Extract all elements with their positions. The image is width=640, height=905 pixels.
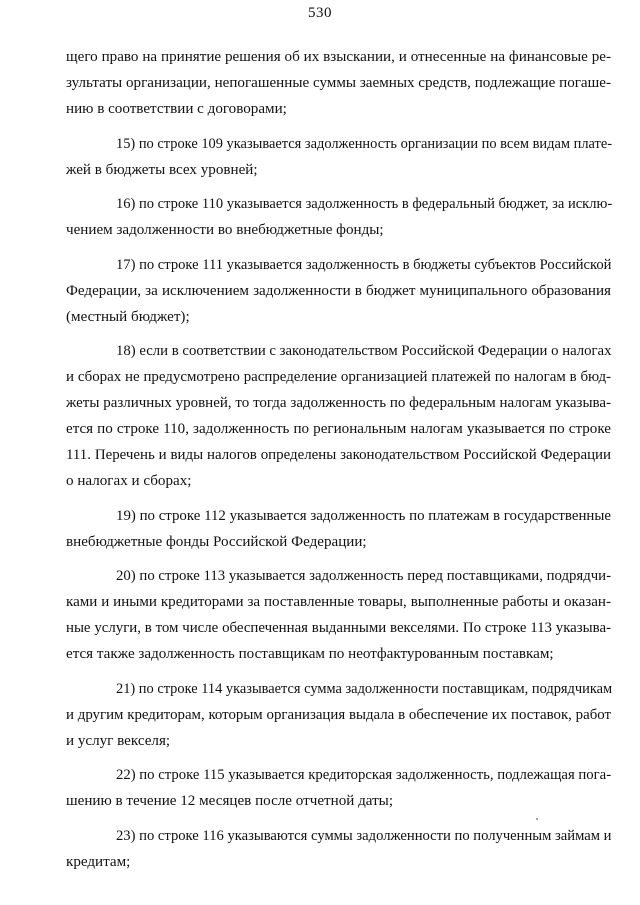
text-line: 15) по строке 109 указывается задолженность организации по всем видам плате- [116,135,613,152]
text-line: и сборах не предусмотрено распределение организацией платежей по налогам в бюд- [66,369,611,385]
document-body [66,44,611,883]
paragraph [66,338,611,494]
text-line: нию в соответствии с договорами; [66,101,287,117]
text-line: чением задолженности во внебюджетные фонды; [66,222,384,238]
text-line: кредитам; [66,853,131,870]
text-line: и другим кредиторам, которым организация выдала в обеспечение их поставок, работ [66,706,611,723]
text-line: ками и иными кредиторами за поставленные товары, выполненные работы и оказан- [66,594,611,610]
text-line: (местный бюджет); [66,308,190,325]
paragraph [66,131,611,183]
paragraph [66,563,611,667]
text-line: 20) по строке 113 указывается задолженность перед поставщиками, подрядчи- [116,568,611,584]
text-line: Федерации, за исключением задолженности в бюджет муниципального образования [66,282,611,299]
scan-speck [536,818,538,820]
paragraph [66,676,611,754]
paragraph [66,252,611,330]
text-line: ные услуги, в том числе обеспеченная выданными векселями. По строке 113 указыва- [66,620,611,636]
text-line: ется по строке 110, задолженность по региональным налогам указывается по строке [66,421,611,437]
text-line: зультаты организации, непогашенные суммы заемных средств, подлежащие погаше- [66,75,611,91]
text-line: 17) по строке 111 указывается задолженность в бюджеты субъектов Российской [116,256,612,273]
paragraph [66,503,611,555]
text-line: внебюджетные фонды Российской Федерации; [66,533,367,550]
text-line: 19) по строке 112 указывается задолженность по платежам в государственные [116,507,611,524]
page-number: 530 [308,5,332,21]
paragraph [66,191,611,243]
text-line: жеты различных уровней, то тогда задолженность по федеральным налогам указыва- [66,395,611,411]
text-line: щего право на принятие решения об их взыскании, и отнесенные на финансовые ре- [66,49,611,65]
text-line: 111. Перечень и виды налогов определены законодательством Российской Федерации [66,447,611,463]
text-line: 18) если в соответствии с законодательством Российской Федерации о налогах [116,343,612,359]
paragraph [66,762,611,814]
text-line: 21) по строке 114 указывается сумма задолженности поставщикам, подрядчикам [116,680,613,697]
text-line: и услуг векселя; [66,732,171,749]
text-line: жей в бюджеты всех уровней; [66,161,258,178]
text-line: 22) по строке 115 указывается кредиторская задолженность, подлежащая пога- [116,767,612,783]
paragraph [66,44,611,122]
text-line: 23) по строке 116 указываются суммы задолженности по полученным займам и [116,827,612,844]
paragraph [66,823,611,875]
text-line: шению в течение 12 месяцев после отчетной даты; [66,793,394,809]
text-line: 16) по строке 110 указывается задолженность в федеральный бюджет, за исклю- [116,196,613,212]
text-line: ется также задолженность поставщикам по неотфактурованным поставкам; [66,646,554,662]
text-line: о налогах и сборах; [66,473,192,489]
